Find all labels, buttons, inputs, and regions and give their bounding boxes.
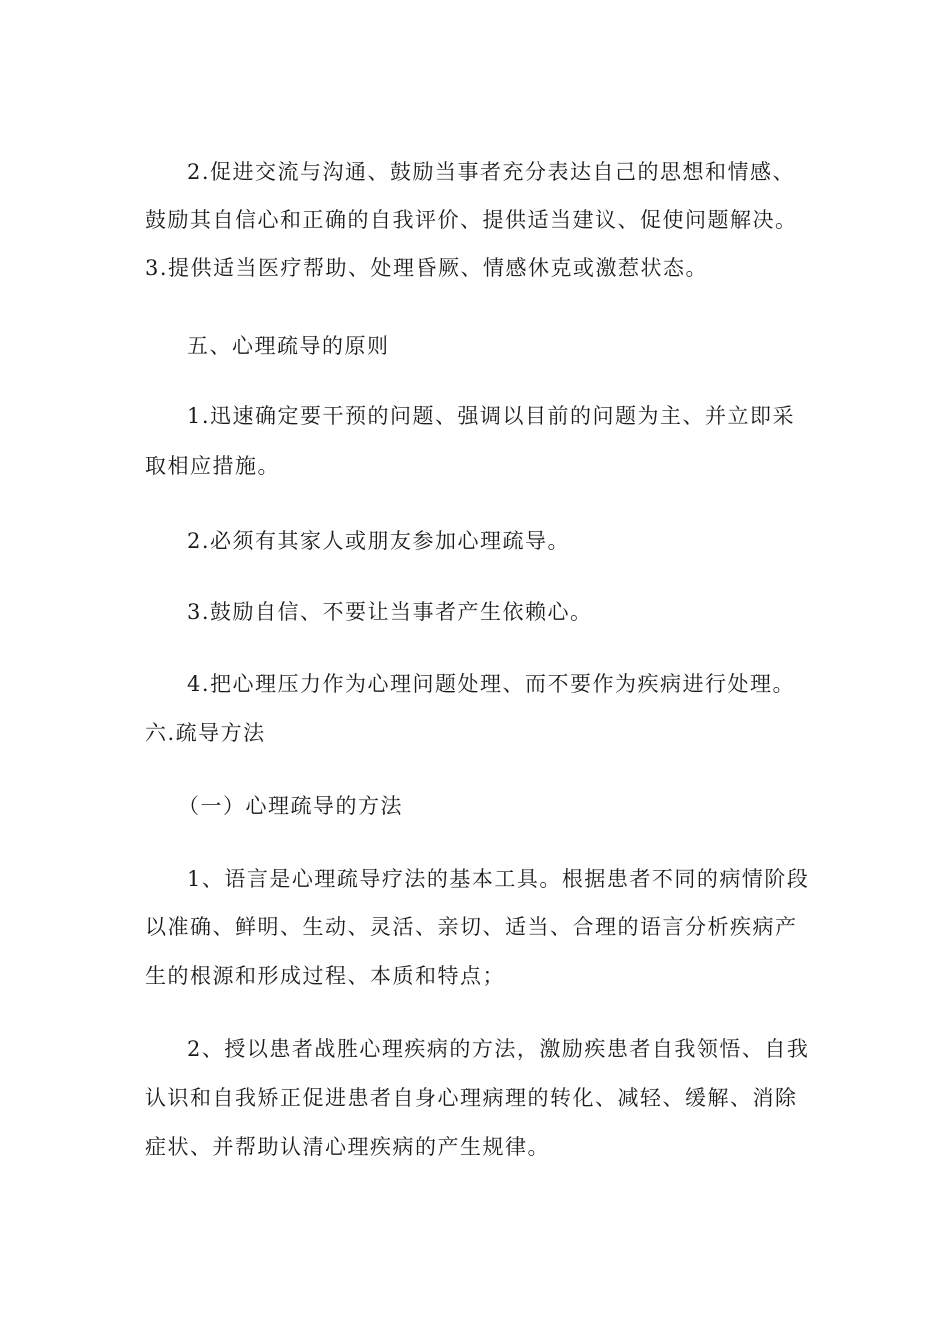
paragraph-line: 取相应措施。 (145, 454, 280, 478)
paragraph-line: 鼓励其自信心和正确的自我评价、提供适当建议、促使问题解决。 (145, 208, 798, 232)
section-heading: 五、心理疏导的原则 (187, 334, 390, 358)
paragraph-line: 认识和自我矫正促进患者自身心理病理的转化、减轻、缓解、消除 (145, 1086, 798, 1110)
paragraph-line: 症状、并帮助认清心理疾病的产生规律。 (145, 1135, 550, 1159)
paragraph-line: 2、授以患者战胜心理疾病的方法，激励疾患者自我领悟、自我 (187, 1037, 810, 1061)
paragraph-line: 3.提供适当医疗帮助、处理昏厥、情感休克或激惹状态。 (145, 256, 709, 280)
paragraph-line: 2.促进交流与沟通、鼓励当事者充分表达自己的思想和情感、 (187, 160, 796, 184)
paragraph-line: 2.必须有其家人或朋友参加心理疏导。 (187, 529, 571, 553)
paragraph-line: 4.把心理压力作为心理问题处理、而不要作为疾病进行处理。 (187, 672, 796, 696)
paragraph-line: 以准确、鲜明、生动、灵活、亲切、适当、合理的语言分析疾病产 (145, 915, 798, 939)
paragraph-line: 1.迅速确定要干预的问题、强调以目前的问题为主、并立即采 (187, 404, 796, 428)
paragraph-line: 生的根源和形成过程、本质和特点； (145, 964, 505, 988)
section-heading: 六.疏导方法 (145, 721, 266, 745)
paragraph-line: 1、语言是心理疏导疗法的基本工具。根据患者不同的病情阶段 (187, 867, 810, 891)
subsection-heading: （一）心理疏导的方法 (178, 794, 403, 818)
paragraph-line: 3.鼓励自信、不要让当事者产生依赖心。 (187, 600, 593, 624)
